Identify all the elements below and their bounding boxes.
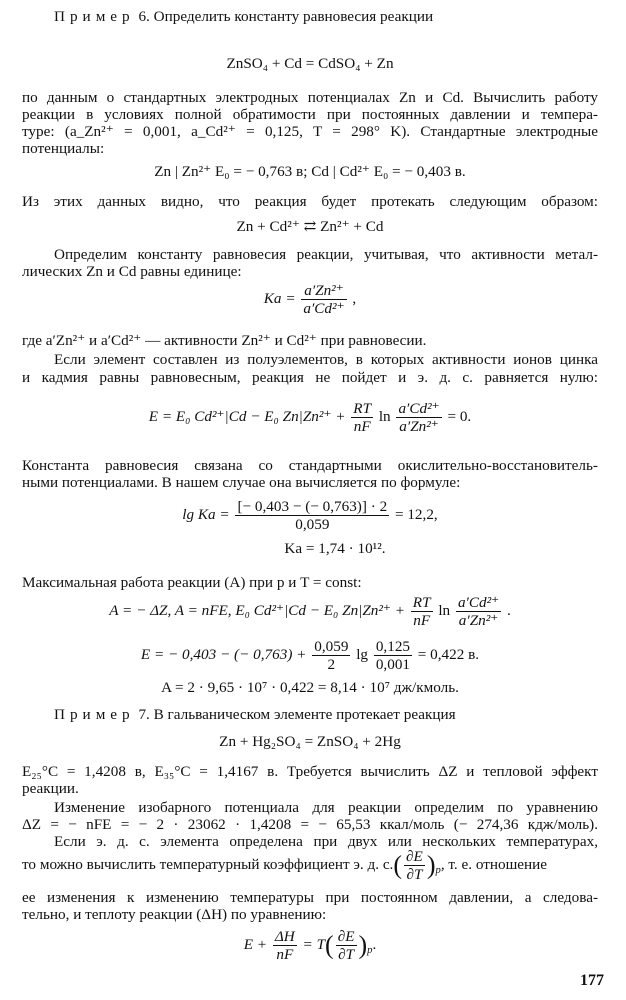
paragraph-line: реакции в условиях полной обратимости при постоянных давлении и темпера- <box>22 106 598 123</box>
fraction: $\frac{\text{a′Zn²⁺}}{\text{a′Cd²⁺}}$ <box>303 282 345 317</box>
paragraph-line: Если элемент составлен из полуэлементов, в которых активности ионов цинка <box>54 351 598 368</box>
heat-equation: E + $\frac{\Delta H}{nF}$ = T( $\frac{\partial E}{\partial T}$ )$_p$. <box>243 928 377 963</box>
fraction: $\frac{\text{a′Cd²⁺}}{\text{a′Zn²⁺}}$ <box>457 594 500 629</box>
reaction-equation: Zn + Hg₂SO₄ = ZnSO₄ + 2Hg <box>219 733 401 750</box>
work-calculation: A = 2 · 9,65 · 10⁷ · 0,422 = 8,14 · 10⁷ дж/кмоль. <box>161 679 459 696</box>
paragraph-line: и кадмия равны равновесным, реакция не пойдет и э. д. с. равняется нулю: <box>22 369 598 386</box>
paragraph-line: Максимальная работа реакции (A) при p и T = const: <box>22 574 362 591</box>
fraction: $\frac{RT}{nF}$ <box>353 400 372 435</box>
paragraph-line: туре: (a_Zn²⁺ = 0,001, a_Cd²⁺ = 0,125, T = 298° K). Стандартные электродные <box>22 123 598 140</box>
paragraph-line: тельно, и теплоту реакции (ΔH) по уравнению: <box>22 906 327 923</box>
paragraph-line: E₂₅°C = 1,4208 в, E₃₅°C = 1,4167 в. Требуется вычислить ΔZ и тепловой эффект <box>22 763 598 780</box>
paragraph-line: ΔZ = − nFE = − 2 · 23062 · 1,4208 = − 65,53 ккал/моль (− 274,36 кдж/моль). <box>22 816 598 833</box>
paragraph-line: Из этих данных видно, что реакция будет протекать следующим образом: <box>22 193 598 210</box>
paragraph-line: потенциалы: <box>22 140 105 157</box>
emf-calculation: E = − 0,403 − (− 0,763) + $\frac{0,059}{2}$ lg $\frac{0,125}{0,001}$ = 0,422 в. <box>140 638 480 673</box>
paragraph-line: реакции. <box>22 780 79 797</box>
fraction: $\frac{\text{a′Cd²⁺}}{\text{a′Zn²⁺}}$ <box>398 400 440 435</box>
example6-heading: Пример 6. Определить константу равновесия реакции <box>54 8 434 25</box>
paragraph-line: где a′Zn²⁺ и a′Cd²⁺ — активности Zn²⁺ и Cd²⁺ при равновесии. <box>22 332 427 349</box>
electrode-potentials: Zn | Zn²⁺ E₀ = − 0,763 в; Cd | Cd²⁺ E₀ = − 0,403 в. <box>154 163 466 180</box>
fraction: $\frac{0,059}{2}$ <box>314 638 349 673</box>
example7-heading: Пример 7. В гальваническом элементе протекает реакция <box>54 706 456 723</box>
fraction: $\frac{[- 0,403 - (- 0,763)] \cdot 2}{0,059}$ <box>237 498 388 533</box>
paragraph-line: ными потенциалами. В нашем случае она вычисляется по формуле: <box>22 474 461 491</box>
paragraph-line: Константа равновесия связана со стандартными окислительно-восстановитель- <box>22 457 598 474</box>
paragraph-line: ее изменения к изменению температуры при постоянном давлении, а следова- <box>22 889 598 906</box>
reaction-equation: Zn + Cd²⁺ ⇄ Zn²⁺ + Cd <box>236 218 384 235</box>
work-equation: A = − ΔZ, A = nFE, E₀ Cd²⁺|Cd − E₀ Zn|Zn²⁺ + $\frac{RT}{nF}$ ln $\frac{\text{a′Cd²⁺}}{\text{a′Zn²⁺}}$ . <box>109 594 511 629</box>
equilibrium-constant-formula: Ka = $\frac{\text{a′Zn²⁺}}{\text{a′Cd²⁺}}$ , <box>263 282 357 317</box>
paragraph-line: по данным о стандартных электродных потенциалах Zn и Cd. Вычислить работу <box>22 89 598 106</box>
paragraph-line: Если э. д. с. элемента определена при двух или нескольких температурах, <box>54 833 598 850</box>
paragraph-line: лических Zn и Cd равны единице: <box>22 263 242 280</box>
paragraph-line: Определим константу равновесия реакции, учитывая, что активности метал- <box>54 246 598 263</box>
ka-value: Ka = 1,74 · 10¹². <box>284 540 386 557</box>
paragraph-line: Изменение изобарного потенциала для реакции определим по уравнению <box>54 799 598 816</box>
fraction: $\frac{RT}{nF}$ <box>412 594 431 629</box>
fraction: $\frac{\Delta H}{nF}$ <box>274 928 295 963</box>
emf-equation: E = E₀ Cd²⁺|Cd − E₀ Zn|Zn²⁺ + $\frac{RT}{nF}$ ln $\frac{\text{a′Cd²⁺}}{\text{a′Zn²⁺}}$ = 0. <box>148 400 472 435</box>
fraction: $\frac{\partial E}{\partial T}$ <box>337 928 355 963</box>
paragraph-line: то можно вычислить температурный коэффициент э. д. с.( $\frac{\partial E}{\partial T}$ )$_p$, т. е. отношение <box>22 848 548 883</box>
lg-ka-equation: lg Ka = $\frac{[- 0,403 - (- 0,763)] \cdot 2}{0,059}$ = 12,2, <box>182 498 438 533</box>
fraction: $\frac{0,125}{0,001}$ <box>375 638 410 673</box>
fraction: $\frac{\partial E}{\partial T}$ <box>406 848 423 883</box>
page-number: 177 <box>580 972 604 989</box>
reaction-equation: ZnSO₄ + Cd = CdSO₄ + Zn <box>226 55 394 72</box>
